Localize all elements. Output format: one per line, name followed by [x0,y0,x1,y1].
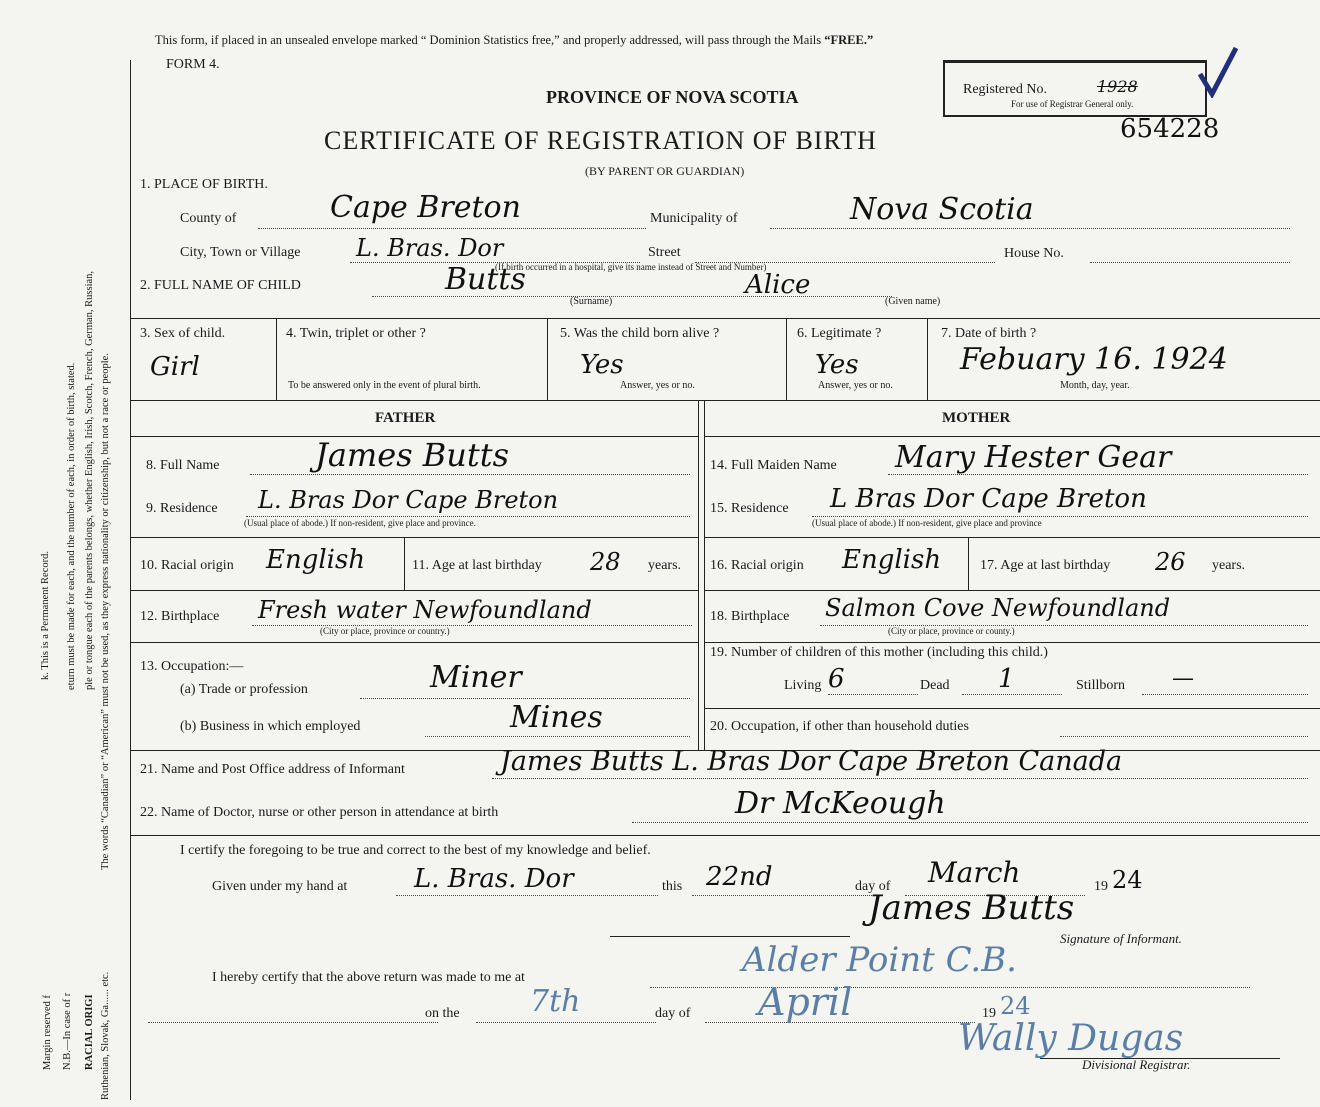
dead-value: 1 [998,664,1015,694]
registered-handwritten: 1928 [1097,77,1138,96]
living-label: Living [784,678,822,693]
day-value: 22nd [706,862,773,892]
mother-birthplace-value: Salmon Cove Newfoundland [825,594,1171,622]
mother-name-label: 14. Full Maiden Name [710,458,837,473]
dob-label: 7. Date of birth ? [941,326,1037,341]
hospital-note: (If birth occurred in a hospital, give its name instead of Street and Number) [495,262,767,272]
mother-age-value: 26 [1155,548,1186,576]
surname-caption: (Surname) [570,296,613,307]
margin-note-5: k. This is a Permanent Record. [40,551,51,680]
business-label: (b) Business in which employed [180,719,361,734]
doctor-label: 22. Name of Doctor, nurse or other person in attendance at birth [140,805,499,820]
father-residence-label: 9. Residence [146,501,218,516]
informant-value: James Butts L. Bras Dor Cape Breton Canada [500,746,1123,777]
father-age-value: 28 [590,548,621,576]
divisional-registrar-caption: Divisional Registrar. [1082,1057,1191,1072]
children-label: 19. Number of children of this mother (including this child.) [710,645,1048,660]
father-birthplace-value: Fresh water Newfoundland [258,596,592,624]
born-alive-value: Yes [580,350,624,380]
dead-label: Dead [920,678,950,693]
made-at-value: Alder Point C.B. [742,940,1017,980]
province-heading: PROVINCE OF NOVA SCOTIA [546,87,799,107]
mother-residence-value: L Bras Dor Cape Breton [830,484,1147,514]
city-label: City, Town or Village [180,245,301,260]
street-label: Street [648,245,681,260]
this-label: this [662,879,683,894]
year-value: 24 [1112,866,1143,894]
father-heading: FATHER [375,410,436,426]
dob-value: Febuary 16. 1924 [960,342,1228,377]
living-value: 6 [828,664,845,694]
margin-note-1: Margin reserved f [42,994,53,1070]
on-year-value: 24 [1000,992,1031,1020]
registered-label: Registered No. [963,82,1047,97]
father-abode-note: (Usual place of abode.) If non-resident, give place and province. [244,518,476,528]
legitimate-note: Answer, yes or no. [818,380,893,391]
mother-name-value: Mary Hester Gear [895,440,1172,475]
mother-age-years: years. [1212,558,1246,573]
mail-notice: This form, if placed in an unsealed envelope marked “ Dominion Statistics free,” and properly addressed, will pass through the Mails “FREE.” [155,33,874,47]
on-month-value: April [758,980,853,1024]
day-of-label-2: day of [655,1006,691,1021]
mother-racial-value: English [842,545,942,575]
informant-label: 21. Name and Post Office address of Informant [140,762,405,777]
father-racial-value: English [266,545,366,575]
on-day-value: 7th [530,984,581,1019]
business-value: Mines [510,700,603,735]
city-value: L. Bras. Dor [356,234,504,262]
margin-note-7: ple or tongue each of the parents belongs, whether English, Irish, Scotch, French, German, Russian, [84,270,95,690]
father-age-label: 11. Age at last birthday [412,558,542,573]
sex-label: 3. Sex of child. [140,326,226,341]
form-number: FORM 4. [166,57,220,72]
trade-value: Miner [430,660,522,695]
margin-rule [130,60,131,1100]
mother-racial-label: 16. Racial origin [710,558,804,573]
county-value: Cape Breton [330,190,521,225]
signature-informant-caption: Signature of Informant. [1060,931,1182,946]
stillborn-label: Stillborn [1076,678,1126,693]
checkmark-icon [1198,44,1238,98]
stillborn-value: — [1172,666,1194,691]
legitimate-label: 6. Legitimate ? [797,326,882,341]
certify-statement: I certify the foregoing to be true and correct to the best of my knowledge and belief. [180,843,651,858]
registrar-use-note: For use of Registrar General only. [1011,99,1134,109]
sex-value: Girl [150,352,200,382]
registered-number: 654228 [1120,114,1220,144]
father-birthplace-label: 12. Birthplace [140,609,220,624]
on-the-label: on the [425,1006,460,1021]
month-value: March [928,856,1021,889]
margin-note-6: eturn must be made for each, and the number of each, in order of birth, stated. [66,362,77,690]
occupation-label: 13. Occupation:— [140,659,244,674]
given-name-value: Alice [745,270,811,300]
margin-note-3: RACIAL ORIGI [84,994,95,1070]
page-subtitle: (BY PARENT OR GUARDIAN) [585,164,745,178]
informant-signature: James Butts [868,888,1075,928]
doctor-value: Dr McKeough [735,786,946,821]
legitimate-value: Yes [815,350,859,380]
registrar-signature: Wally Dugas [958,1018,1184,1059]
county-label: County of [180,211,237,226]
mother-age-label: 17. Age at last birthday [980,558,1111,573]
father-residence-value: L. Bras Dor Cape Breton [258,486,559,514]
mother-occupation-label: 20. Occupation, if other than household duties [710,719,969,734]
father-racial-label: 10. Racial origin [140,558,234,573]
place-of-birth-label: 1. PLACE OF BIRTH. [140,177,268,192]
full-name-child-label: 2. FULL NAME OF CHILD [140,278,301,293]
father-age-years: years. [648,558,682,573]
year-prefix-label: 19 [1094,879,1108,894]
margin-note-8: The words “Canadian” or “American” must not be used, as they express nationality or citizenship, but not a race or people. [100,353,111,870]
given-at-value: L. Bras. Dor [414,864,574,894]
mother-birthplace-note: (City or place, province or county.) [888,626,1015,636]
born-alive-note: Answer, yes or no. [620,380,695,391]
margin-note-4: Ruthenian, Slovak, Ga...... etc. [100,971,111,1100]
house-no-label: House No. [1004,246,1064,261]
page-title: CERTIFICATE OF REGISTRATION OF BIRTH [324,126,877,155]
hereby-certify-label: I hereby certify that the above return was made to me at [212,970,525,985]
mother-birthplace-label: 18. Birthplace [710,609,790,624]
given-name-caption: (Given name) [885,296,941,307]
twin-note: To be answered only in the event of plural birth. [288,380,481,391]
surname-value: Butts [445,262,526,297]
father-name-value: James Butts [315,436,510,474]
father-birthplace-note: (City or place, province or country.) [320,626,450,636]
dob-note: Month, day, year. [1060,380,1130,391]
mother-heading: MOTHER [942,410,1011,426]
registered-box [943,60,1207,117]
municipality-label: Municipality of [650,211,738,226]
born-alive-label: 5. Was the child born alive ? [560,326,720,341]
twin-label: 4. Twin, triplet or other ? [286,326,426,341]
trade-label: (a) Trade or profession [180,682,308,697]
year-prefix-label-2: 19 [982,1006,996,1021]
municipality-value: Nova Scotia [850,192,1034,227]
margin-note-2: N.B.—In case of r [62,992,73,1070]
given-under-label: Given under my hand at [212,879,348,894]
mother-abode-note: (Usual place of abode.) If non-resident, give place and province [812,518,1042,528]
father-name-label: 8. Full Name [146,458,220,473]
mother-residence-label: 15. Residence [710,501,789,516]
day-of-label: day of [855,879,891,894]
